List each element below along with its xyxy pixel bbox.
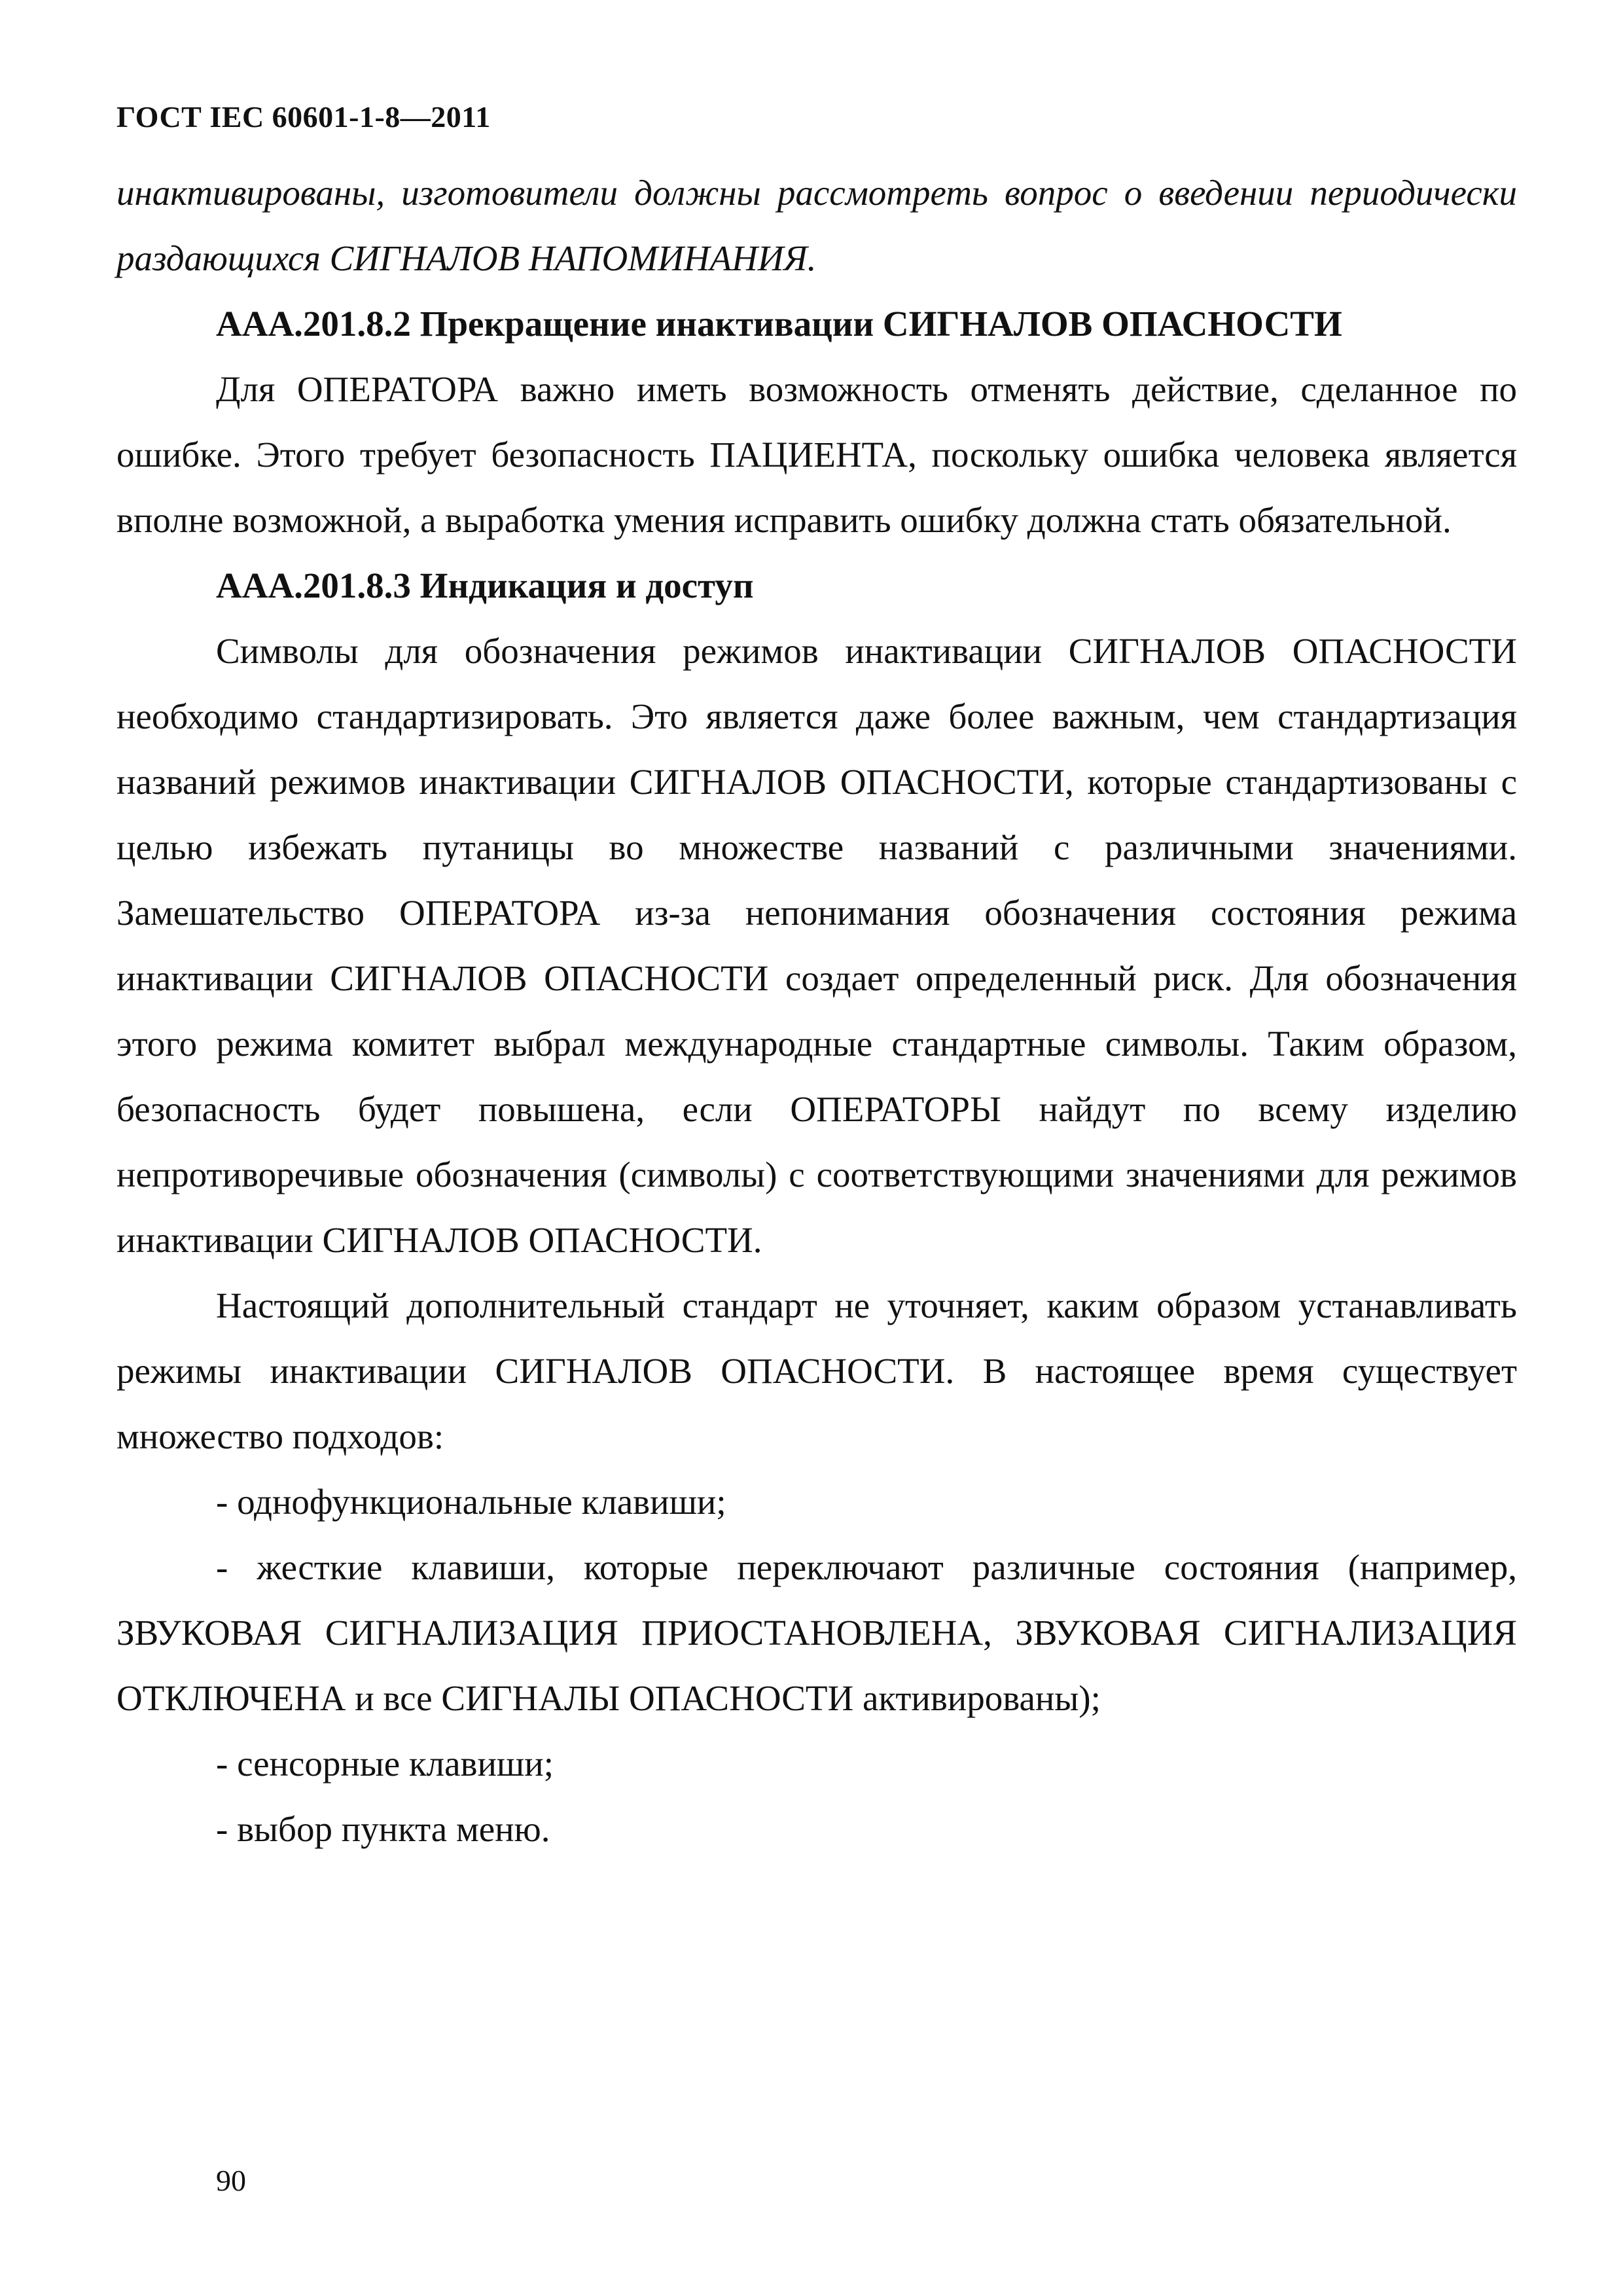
document-header: ГОСТ IEC 60601-1-8—2011 xyxy=(116,100,491,134)
paragraph-8-3-approaches: Настоящий дополнительный стандарт не уточняет, каким образом устанавливать режимы инактивации СИГНАЛОВ ОПАСНОСТИ. В настоящее время существует множество подходов: xyxy=(116,1285,1517,1456)
section-heading-8-2: ААА.201.8.2 Прекращение инактивации СИГНАЛОВ ОПАСНОСТИ xyxy=(216,304,1342,344)
page-body xyxy=(116,160,1517,1862)
paragraph-8-2: Для ОПЕРАТОРА важно иметь возможность отменять действие, сделанное по ошибке. Этого требует безопасность ПАЦИЕНТА, поскольку ошибка человека является вполне возможной, а выработка умения исправить ошибку должна стать обязательной. xyxy=(116,369,1517,540)
continuation-paragraph: инактивированы, изготовители должны рассмотреть вопрос о введении периодически раздающихся СИГНАЛОВ НАПОМИНАНИЯ. xyxy=(116,173,1517,278)
list-item: - сенсорные клавиши; xyxy=(216,1744,554,1784)
list-item: - однофункциональные клавиши; xyxy=(216,1482,726,1522)
paragraph-8-3-symbols: Символы для обозначения режимов инактивации СИГНАЛОВ ОПАСНОСТИ необходимо стандартизировать. Это является даже более важным, чем стандартизация названий режимов инактивации СИГНАЛОВ ОПАСНОСТИ, которые стандартизованы с целью избежать путаницы во множестве названий с различными значениями. Замешательство ОПЕРАТОРА из-за непонимания обозначения состояния режима инактивации СИГНАЛОВ ОПАСНОСТИ создает определенный риск. Для обозначения этого режима комитет выбрал международные стандартные символы. Таким образом, безопасность будет повышена, если ОПЕРАТОРЫ найдут по всему изделию непротиворечивые обозначения (символы) с соответствующими значениями для режимов инактивации СИГНАЛОВ ОПАСНОСТИ. xyxy=(116,631,1517,1260)
list-item: - выбор пункта меню. xyxy=(216,1809,550,1849)
list-item: - жесткие клавиши, которые переключают различные состояния (например, ЗВУКОВАЯ СИГНАЛИЗАЦИЯ ПРИОСТАНОВЛЕНА, ЗВУКОВАЯ СИГНАЛИЗАЦИЯ ОТКЛЮЧЕНА и все СИГНАЛЫ ОПАСНОСТИ активированы); xyxy=(116,1547,1517,1718)
section-heading-8-3: ААА.201.8.3 Индикация и доступ xyxy=(216,565,754,605)
page-number: 90 xyxy=(216,2164,246,2197)
